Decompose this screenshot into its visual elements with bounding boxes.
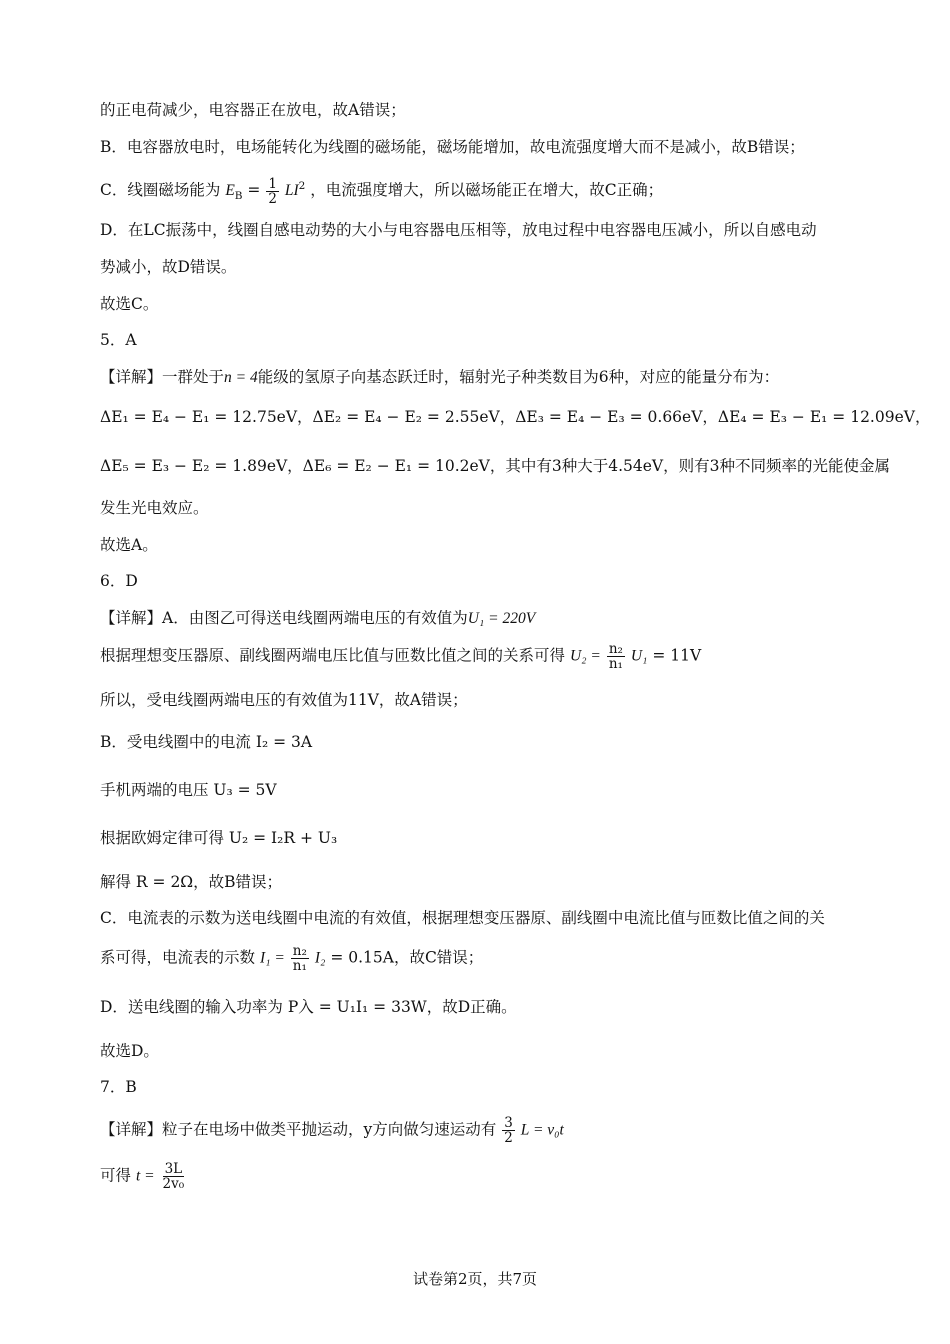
text-line: 故选C。 [100,295,159,313]
magnetic-energy-formula: $E_B$ = $\frac{1}{2}$ $LI^2$ [225,175,306,207]
text-line: 根据欧姆定律可得 U₂ = I₂R + U₃ [100,829,338,847]
fraction-half: $\frac{1}{2}$ [268,175,277,207]
text-line-with-formula: 【详解】粒子在电场中做类平抛运动，y方向做匀速运动有 $\frac{3}{2}$ L = v₀t [100,1115,564,1146]
text-line: C．电流表的示数为送电线圈中电流的有效值，根据理想变压器原、副线圈中电流比值与匝数比值之间的关 [100,909,825,927]
text-line: 故选D。 [100,1042,159,1060]
text-line: B．受电线圈中的电流 I₂ = 3A [100,733,313,751]
text-line: 发生光电效应。 [100,499,209,517]
answer-heading: 7．B [100,1078,137,1096]
text-line: 解得 R = 2Ω，故B错误； [100,873,283,891]
text-line: 故选A。 [100,536,158,554]
fraction-three-halves: $\frac{3}{2}$ [504,1115,513,1146]
text-line-with-formula: 【详解】A．由图乙可得送电线圈两端电压的有效值为U₁ = 220V [100,609,536,627]
text-line-with-formula: 【详解】一群处于n = 4能级的氢原子向基态跃迁时，辐射光子种类数目为6种，对应的能量分布为： [100,368,780,386]
text-line-with-formula: C．线圈磁场能为 $E_B$ = $\frac{1}{2}$ $LI^2$ ，电流强度增大，所以磁场能正在增大，故C正确； [100,175,664,207]
text-line: 所以，受电线圈两端电压的有效值为11V，故A错误； [100,691,468,709]
text-line-with-formula: ΔE₅ = E₃ − E₂ = 1.89eV，ΔE₆ = E₂ − E₁ = 10.2eV，其中有3种大于4.54eV，则有3种不同频率的光能使金属 [100,457,890,475]
page-footer: 试卷第2页，共7页 [412,1270,538,1288]
text-line: 的正电荷减少，电容器正在放电，故A错误； [100,101,406,119]
text-line: 手机两端的电压 U₃ = 5V [100,781,277,799]
text-line: D．送电线圈的输入功率为 P入 = U₁I₁ = 33W，故D正确。 [100,998,517,1016]
fraction-n2-n1: $\frac{\text{n₂}}{\text{n₁}}$ [292,943,307,974]
text-line-with-formula: 可得 t = $\frac{3L}{\text{2v₀}}$ [100,1161,185,1192]
text-line-with-formula: 根据理想变压器原、副线圈两端电压比值与匝数比值之间的关系可得 U₂ = $\frac{\text{n₂}}{\text{n₁}}$ U₁ = 11V [100,641,702,672]
answer-heading: 6．D [100,572,138,590]
answer-heading: 5．A [100,331,137,349]
fraction-3L-2v0: $\frac{3L}{\text{2v₀}}$ [162,1161,185,1192]
fraction-n2-n1: $\frac{\text{n₂}}{\text{n₁}}$ [608,641,623,672]
energy-list-line: ΔE₁ = E₄ − E₁ = 12.75eV，ΔE₂ = E₄ − E₂ = 2.55eV，ΔE₃ = E₄ − E₃ = 0.66eV，ΔE₄ = E₃ − E₁ = 12.09eV， [100,408,931,426]
text-line-with-formula: 系可得，电流表的示数 I₁ = $\frac{\text{n₂}}{\text{n₁}}$ I₂ = 0.15A，故C错误； [100,943,484,974]
text-line: D．在LC振荡中，线圈自感电动势的大小与电容器电压相等，放电过程中电容器电压减小，所以自感电动 [100,221,817,239]
text-line: 势减小，故D错误。 [100,258,237,276]
text-line: B．电容器放电时，电场能转化为线圈的磁场能，磁场能增加，故电流强度增大而不是减小，故B错误； [100,138,805,156]
